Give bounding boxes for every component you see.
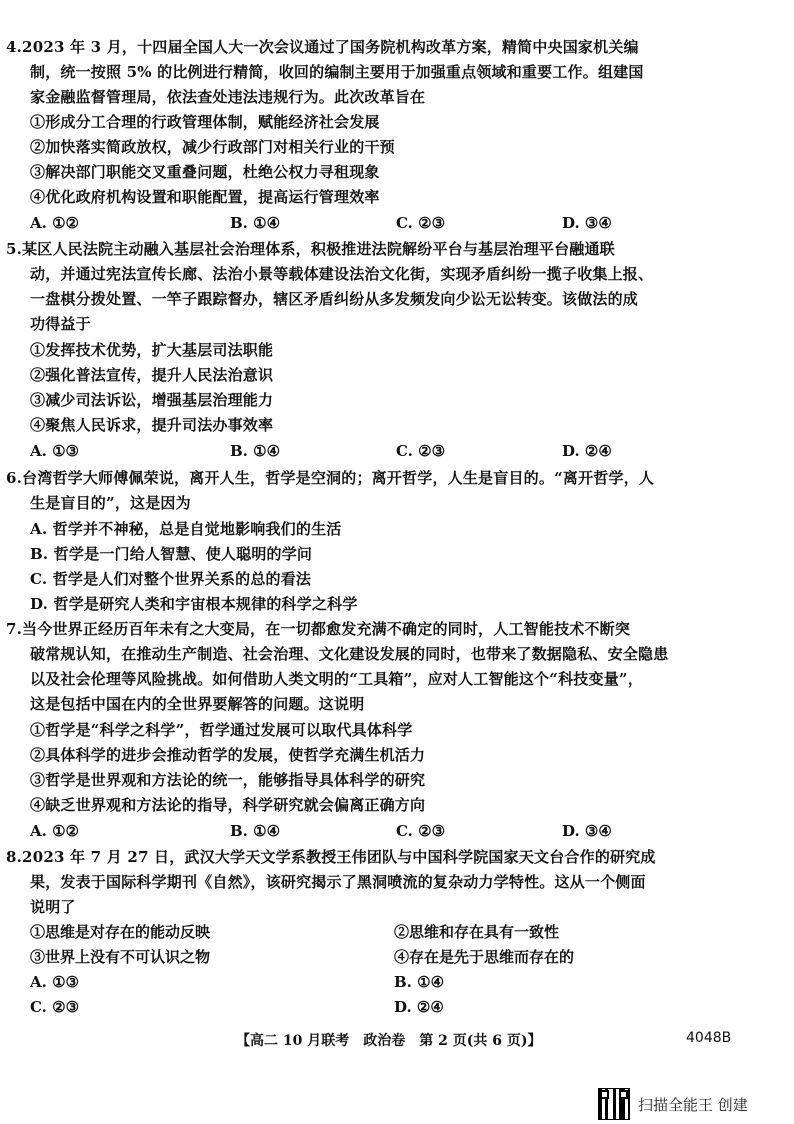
answer-choice-c: C. ②③ [30,998,80,1016]
statement-item: ②加快落实简政放权，减少行政部门对相关行业的干预 [30,138,395,156]
footer-exam-code: 4048B [686,1030,732,1046]
answer-choice-a: A. ①② [30,214,79,232]
question-stem-line: 5.某区人民法院主动融入基层社会治理体系，积极推进法院解纷平台与基层治理平台融通联 [6,240,615,258]
statement-item: ④存在是先于思维而存在的 [394,948,575,966]
answer-choice-d: D. ③④ [562,822,612,840]
answer-choice-b: B. 哲学是一门给人智慧、使人聪明的学问 [30,545,313,563]
question-stem-line: 6.台湾哲学大师傅佩荣说，离开人生，哲学是空洞的；离开哲学，人生是盲目的。“离开哲学，人 [6,469,655,487]
question-stem-line: 果，发表于国际科学期刊《自然》，该研究揭示了黑洞喷流的复杂动力学特性。这从一个侧面 [30,873,646,891]
statement-item: ③减少司法诉讼，增强基层治理能力 [30,391,274,409]
question-stem-line: 破常规认知，在推动生产制造、社会治理、文化建设发展的同时，也带来了数据隐私、安全隐患 [30,645,669,663]
statement-item: ①形成分工合理的行政管理体制，赋能经济社会发展 [30,113,380,131]
question-stem-line: 4.2023 年 3 月，十四届全国人大一次会议通过了国务院机构改革方案，精简中央国家机关编 [6,38,639,56]
page-footer [0,1030,794,1052]
statement-item: ①哲学是“科学之科学”，哲学通过发展可以取代具体科学 [30,721,413,739]
answer-choice-c: C. ②③ [396,214,446,232]
question-stem-line: 家金融监督管理局，依法查处违法违规行为。此次改革旨在 [30,88,426,106]
question-stem-line: 8.2023 年 7 月 27 日，武汉大学天文学系教授王伟团队与中国科学院国家天文台合作的研究成 [6,848,656,866]
statement-item: ②具体科学的进步会推动哲学的发展，使哲学充满生机活力 [30,746,426,764]
question-stem-line: 说明了 [30,898,76,916]
answer-choice-c: C. ②③ [396,442,446,460]
question-stem-line: 以及社会伦理等风险挑战。如何借助人类文明的“工具箱”，应对人工智能这个“科技变量”， [30,670,643,688]
statement-item: ②思维和存在具有一致性 [394,923,560,941]
answer-choice-c: C. 哲学是人们对整个世界关系的总的看法 [30,570,312,588]
answer-choice-d: D. ③④ [562,214,612,232]
answer-choice-a: A. ①② [30,822,79,840]
statement-item: ③哲学是世界观和方法论的统一，能够指导具体科学的研究 [30,771,426,789]
statement-item: ③解决部门职能交叉重叠问题，杜绝公权力寻租现象 [30,163,380,181]
statement-item: ②强化普法宣传，提升人民法治意识 [30,366,274,384]
answer-choice-b: B. ①④ [230,214,281,232]
question-stem-line: 生是盲目的”，这是因为 [30,494,191,512]
answer-choice-c: C. ②③ [396,822,446,840]
answer-choice-d: D. 哲学是研究人类和宇宙根本规律的科学之科学 [30,595,358,613]
question-stem-line: 这是包括中国在内的全世界要解答的问题。这说明 [30,695,365,713]
question-stem-line: 功得益于 [30,315,91,333]
question-stem-line: 一盘棋分拨处置、一竿子跟踪督办，辖区矛盾纠纷从多发频发向少讼无讼转变。该做法的成 [30,290,639,308]
statement-item: ④优化政府机构设置和职能配置，提高运行管理效率 [30,188,380,206]
answer-choice-d: D. ②④ [562,442,612,460]
answer-choice-b: B. ①④ [230,442,281,460]
statement-item: ①思维是对存在的能动反映 [30,923,211,941]
question-stem-line: 7.当今世界正经历百年未有之大变局，在一切都愈发充满不确定的同时，人工智能技术不断突 [6,620,631,638]
qr-code-icon [598,1088,630,1120]
answer-choice-d: D. ②④ [394,998,444,1016]
question-stem-line: 制，统一按照 5% 的比例进行精简，收回的编制主要用于加强重点领域和重要工作。组建国 [30,63,644,81]
footer-page-info: 【高二 10 月联考 政治卷 第 2 页(共 6 页)】 [236,1033,542,1049]
statement-item: ①发挥技术优势，扩大基层司法职能 [30,341,274,359]
answer-choice-a: A. ①③ [30,442,79,460]
answer-choice-a: A. ①③ [30,973,79,991]
watermark-text: 扫描全能王 创建 [638,1096,748,1114]
statement-item: ④缺乏世界观和方法论的指导，科学研究就会偏离正确方向 [30,796,426,814]
statement-item: ④聚焦人民诉求，提升司法办事效率 [30,416,274,434]
answer-choice-b: B. ①④ [394,973,445,991]
question-stem-line: 动，并通过宪法宣传长廊、法治小景等载体建设法治文化街，实现矛盾纠纷一揽子收集上报、 [30,265,654,283]
statement-item: ③世界上没有不可认识之物 [30,948,211,966]
answer-choice-a: A. 哲学并不神秘，总是自觉地影响我们的生活 [30,520,342,538]
answer-choice-b: B. ①④ [230,822,281,840]
